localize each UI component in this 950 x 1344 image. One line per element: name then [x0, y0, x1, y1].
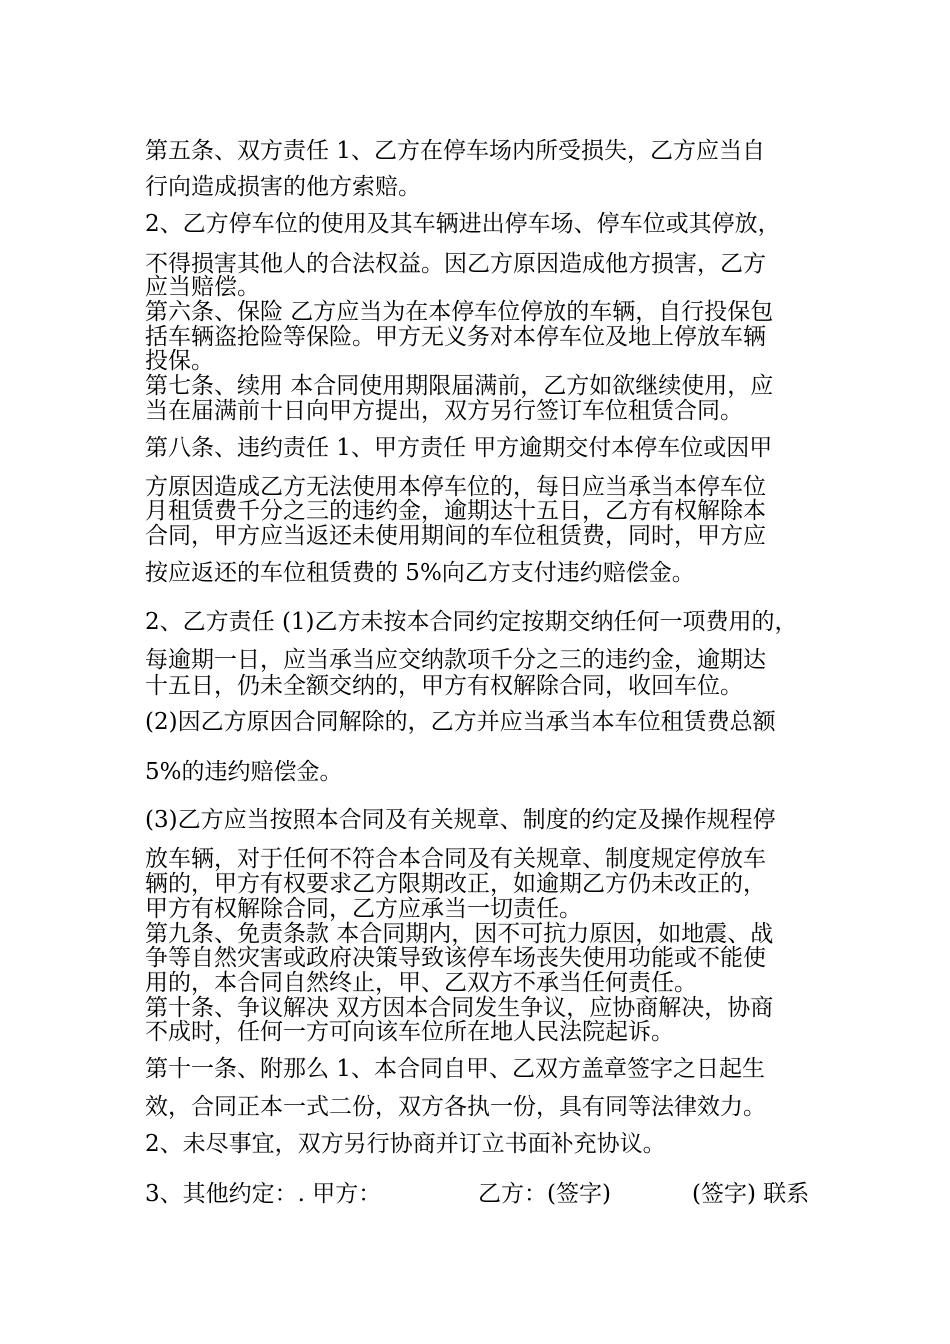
- text-line: 第六条、保险 乙方应当为在本停车位停放的车辆，自行投保包: [145, 299, 774, 325]
- text-line: 2、未尽事宜，双方另行协商并订立书面补充协议。: [145, 1131, 666, 1157]
- text-line: 不成时，任何一方可向该车位所在地人民法院起诉。: [145, 1019, 674, 1045]
- text-line: 第七条、续用 本合同使用期限届满前，乙方如欲继续使用，应: [145, 373, 774, 399]
- text-line: 5%的违约赔偿金。: [145, 759, 343, 785]
- signature-contact-label: (签字) 联系: [692, 1181, 810, 1207]
- text-line: 月租赁费千分之三的违约金，逾期达十五日，乙方有权解除本: [145, 498, 766, 524]
- text-line: (2)因乙方原因合同解除的，乙方并应当承当本车位租赁费总额: [145, 709, 776, 735]
- text-line: 按应返还的车位租赁费的 5%向乙方支付违约赔偿金。: [145, 560, 695, 586]
- text-line: 争等自然灾害或政府决策导致该停车场丧失使用功能或不能使: [145, 945, 766, 971]
- text-line: 第十一条、附那么 1、本合同自甲、乙双方盖章签字之日起生: [145, 1056, 765, 1082]
- text-line: 不得损害其他人的合法权益。因乙方原因造成他方损害，乙方: [145, 251, 766, 277]
- text-line: (3)乙方应当按照本合同及有关规章、制度的约定及操作规程停: [145, 807, 776, 833]
- text-line: 2、乙方责任 (1)乙方未按本合同约定按期交纳任何一项费用的，: [145, 609, 798, 635]
- other-terms-party-a-label: 3、其他约定：. 甲方：: [145, 1181, 382, 1207]
- text-line: 每逾期一日，应当承当应交纳款项千分之三的违约金，逾期达: [145, 647, 766, 673]
- text-line: 2、乙方停车位的使用及其车辆进出停车场、停车位或其停放，: [145, 211, 781, 237]
- text-line: 当在届满前十日向甲方提出，双方另行签订车位租赁合同。: [145, 398, 743, 424]
- text-line: 投保。: [145, 348, 214, 374]
- text-line: 应当赔偿。: [145, 274, 260, 300]
- text-line: 效，合同正本一式二份，双方各执一份，具有同等法律效力。: [145, 1094, 766, 1120]
- text-line: 放车辆，对于任何不符合本合同及有关规章、制度规定停放车: [145, 846, 766, 872]
- text-line: 第八条、违约责任 1、甲方责任 甲方逾期交付本停车位或因甲: [145, 435, 773, 461]
- text-line: 十五日，仍未全额交纳的，甲方有权解除合同，收回车位。: [145, 673, 743, 699]
- text-line: 方原因造成乙方无法使用本停车位的，每日应当承当本停车位: [145, 474, 766, 500]
- text-line: 合同，甲方应当返还未使用期间的车位租赁费，同时，甲方应: [145, 523, 766, 549]
- text-line: 辆的，甲方有权要求乙方限期改正，如逾期乙方仍未改正的，: [145, 871, 766, 897]
- text-line: 第九条、免责条款 本合同期内，因不可抗力原因，如地震、战: [145, 921, 774, 947]
- text-line: 行向造成损害的他方索赔。: [145, 174, 421, 200]
- party-b-signature-label: 乙方：(签字): [478, 1181, 611, 1207]
- text-line: 用的，本合同自然终止，甲、乙双方不承当任何责任。: [145, 970, 697, 996]
- text-line: 甲方有权解除合同，乙方应承当一切责任。: [145, 896, 582, 922]
- text-line: 第五条、双方责任 1、乙方在停车场内所受损失，乙方应当自: [145, 138, 765, 164]
- text-line: 括车辆盗抢险等保险。甲方无义务对本停车位及地上停放车辆: [145, 324, 766, 350]
- text-line: 第十条、争议解决 双方因本合同发生争议，应协商解决，协商: [145, 995, 774, 1021]
